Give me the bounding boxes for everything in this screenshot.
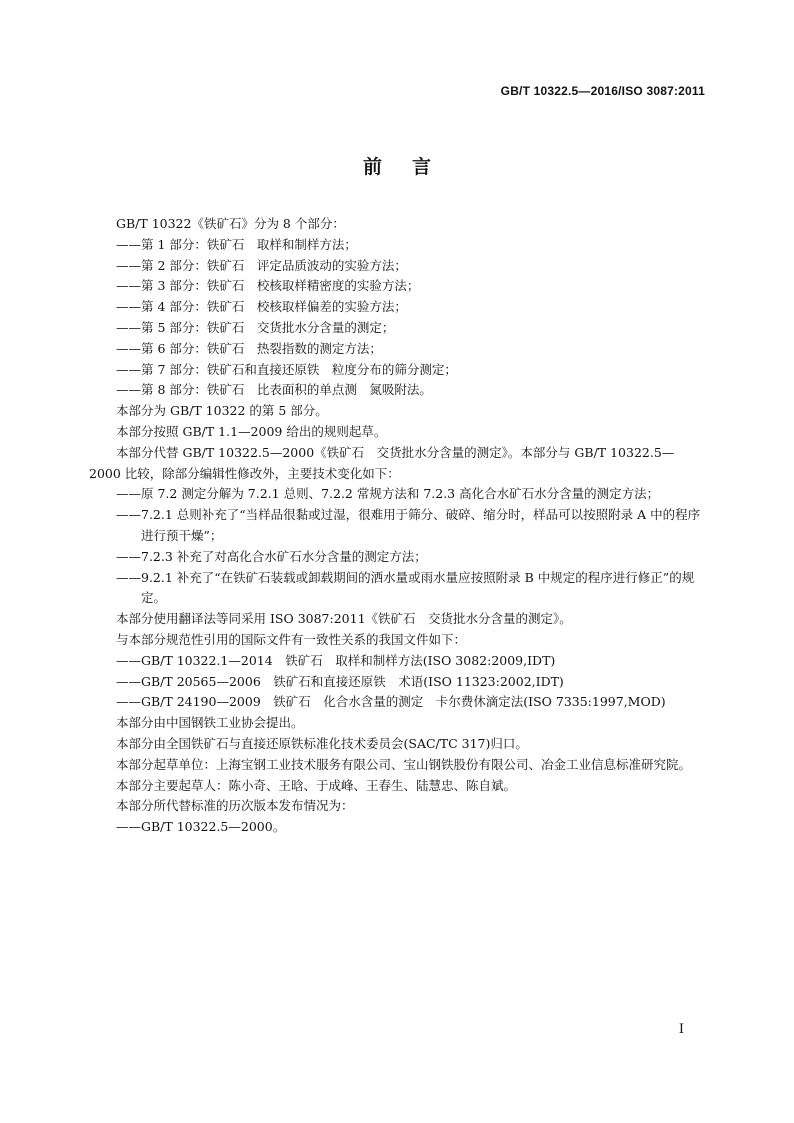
list-item: ——9.2.1 补充了“在铁矿石装载或卸载期间的洒水量或雨水量应按照附录 B 中规定的程序进行修正”的规定。 — [116, 569, 695, 606]
paragraph: GB/T 10322《铁矿石》分为 8 个部分： — [116, 216, 345, 231]
list-item: ——第 2 部分：铁矿石 评定品质波动的实验方法； — [116, 257, 407, 273]
list-item: ——第 5 部分：铁矿石 交货批水分含量的测定； — [116, 319, 395, 335]
paragraph: 本部分由中国钢铁工业协会提出。 — [116, 715, 304, 731]
paragraph: 本部分代替 GB/T 10322.5—2000《铁矿石 交货批水分含量的测定》。本部分与 GB/T 10322.5—2000 比较，除部分编辑性修改外，主要技术变化如下： — [89, 444, 675, 481]
paragraph: 本部分主要起草人：陈小奇、王晗、于成峰、王春生、陆慧忠、陈自斌。 — [116, 777, 517, 793]
page-number: I — [678, 1022, 684, 1037]
list-item: ——第 4 部分：铁矿石 校核取样偏差的实验方法； — [116, 299, 407, 315]
list-item: ——7.2.1 总则补充了“当样品很黏或过湿，很难用于筛分、破碎、缩分时，样品可以按照附录 A 中的程序进行预干燥”； — [116, 507, 701, 543]
paragraph: 本部分使用翻译法等同采用 ISO 3087:2011《铁矿石 交货批水分含量的测定》。 — [116, 611, 572, 627]
list-item: ——第 1 部分：铁矿石 取样和制样方法； — [116, 236, 357, 252]
paragraph: 本部分按照 GB/T 1.1—2009 给出的规则起草。 — [116, 423, 387, 439]
page-title: 前言 — [362, 156, 461, 178]
foreword-body — [89, 214, 703, 838]
paragraph: 本部分起草单位：上海宝钢工业技术服务有限公司、宝山钢铁股份有限公司、冶金工业信息标准研究院。 — [116, 756, 692, 772]
list-item: ——第 6 部分：铁矿石 热裂指数的测定方法； — [116, 340, 382, 356]
list-item: ——7.2.3 补充了对高化合水矿石水分含量的测定方法； — [116, 548, 427, 564]
list-item: ——GB/T 20565—2006 铁矿石和直接还原铁 术语(ISO 11323:2002,IDT) — [116, 673, 564, 689]
list-item: ——第 3 部分：铁矿石 校核取样精密度的实验方法； — [116, 278, 420, 294]
list-item: ——第 8 部分：铁矿石 比表面积的单点测 氮吸附法。 — [116, 382, 432, 398]
list-item: ——GB/T 10322.5—2000。 — [116, 819, 286, 835]
list-item: ——GB/T 24190—2009 铁矿石 化合水含量的测定 卡尔费休滴定法(ISO 7335:1997,MOD) — [116, 694, 666, 710]
paragraph: 本部分所代替标准的历次版本发布情况为： — [116, 798, 354, 814]
paragraph: 本部分为 GB/T 10322 的第 5 部分。 — [116, 403, 328, 419]
paragraph: 本部分由全国铁矿石与直接还原铁标准化技术委员会(SAC/TC 317)归口。 — [116, 735, 528, 751]
standard-code-header: GB/T 10322.5—2016/ISO 3087:2011 — [500, 84, 705, 98]
paragraph: 与本部分规范性引用的国际文件有一致性关系的我国文件如下： — [116, 631, 467, 647]
list-item: ——第 7 部分：铁矿石和直接还原铁 粒度分布的筛分测定； — [116, 361, 457, 377]
list-item: ——GB/T 10322.1—2014 铁矿石 取样和制样方法(ISO 3082:2009,IDT) — [116, 652, 556, 668]
list-item: ——原 7.2 测定分解为 7.2.1 总则、7.2.2 常规方法和 7.2.3 高化合水矿石水分含量的测定方法； — [116, 486, 660, 502]
